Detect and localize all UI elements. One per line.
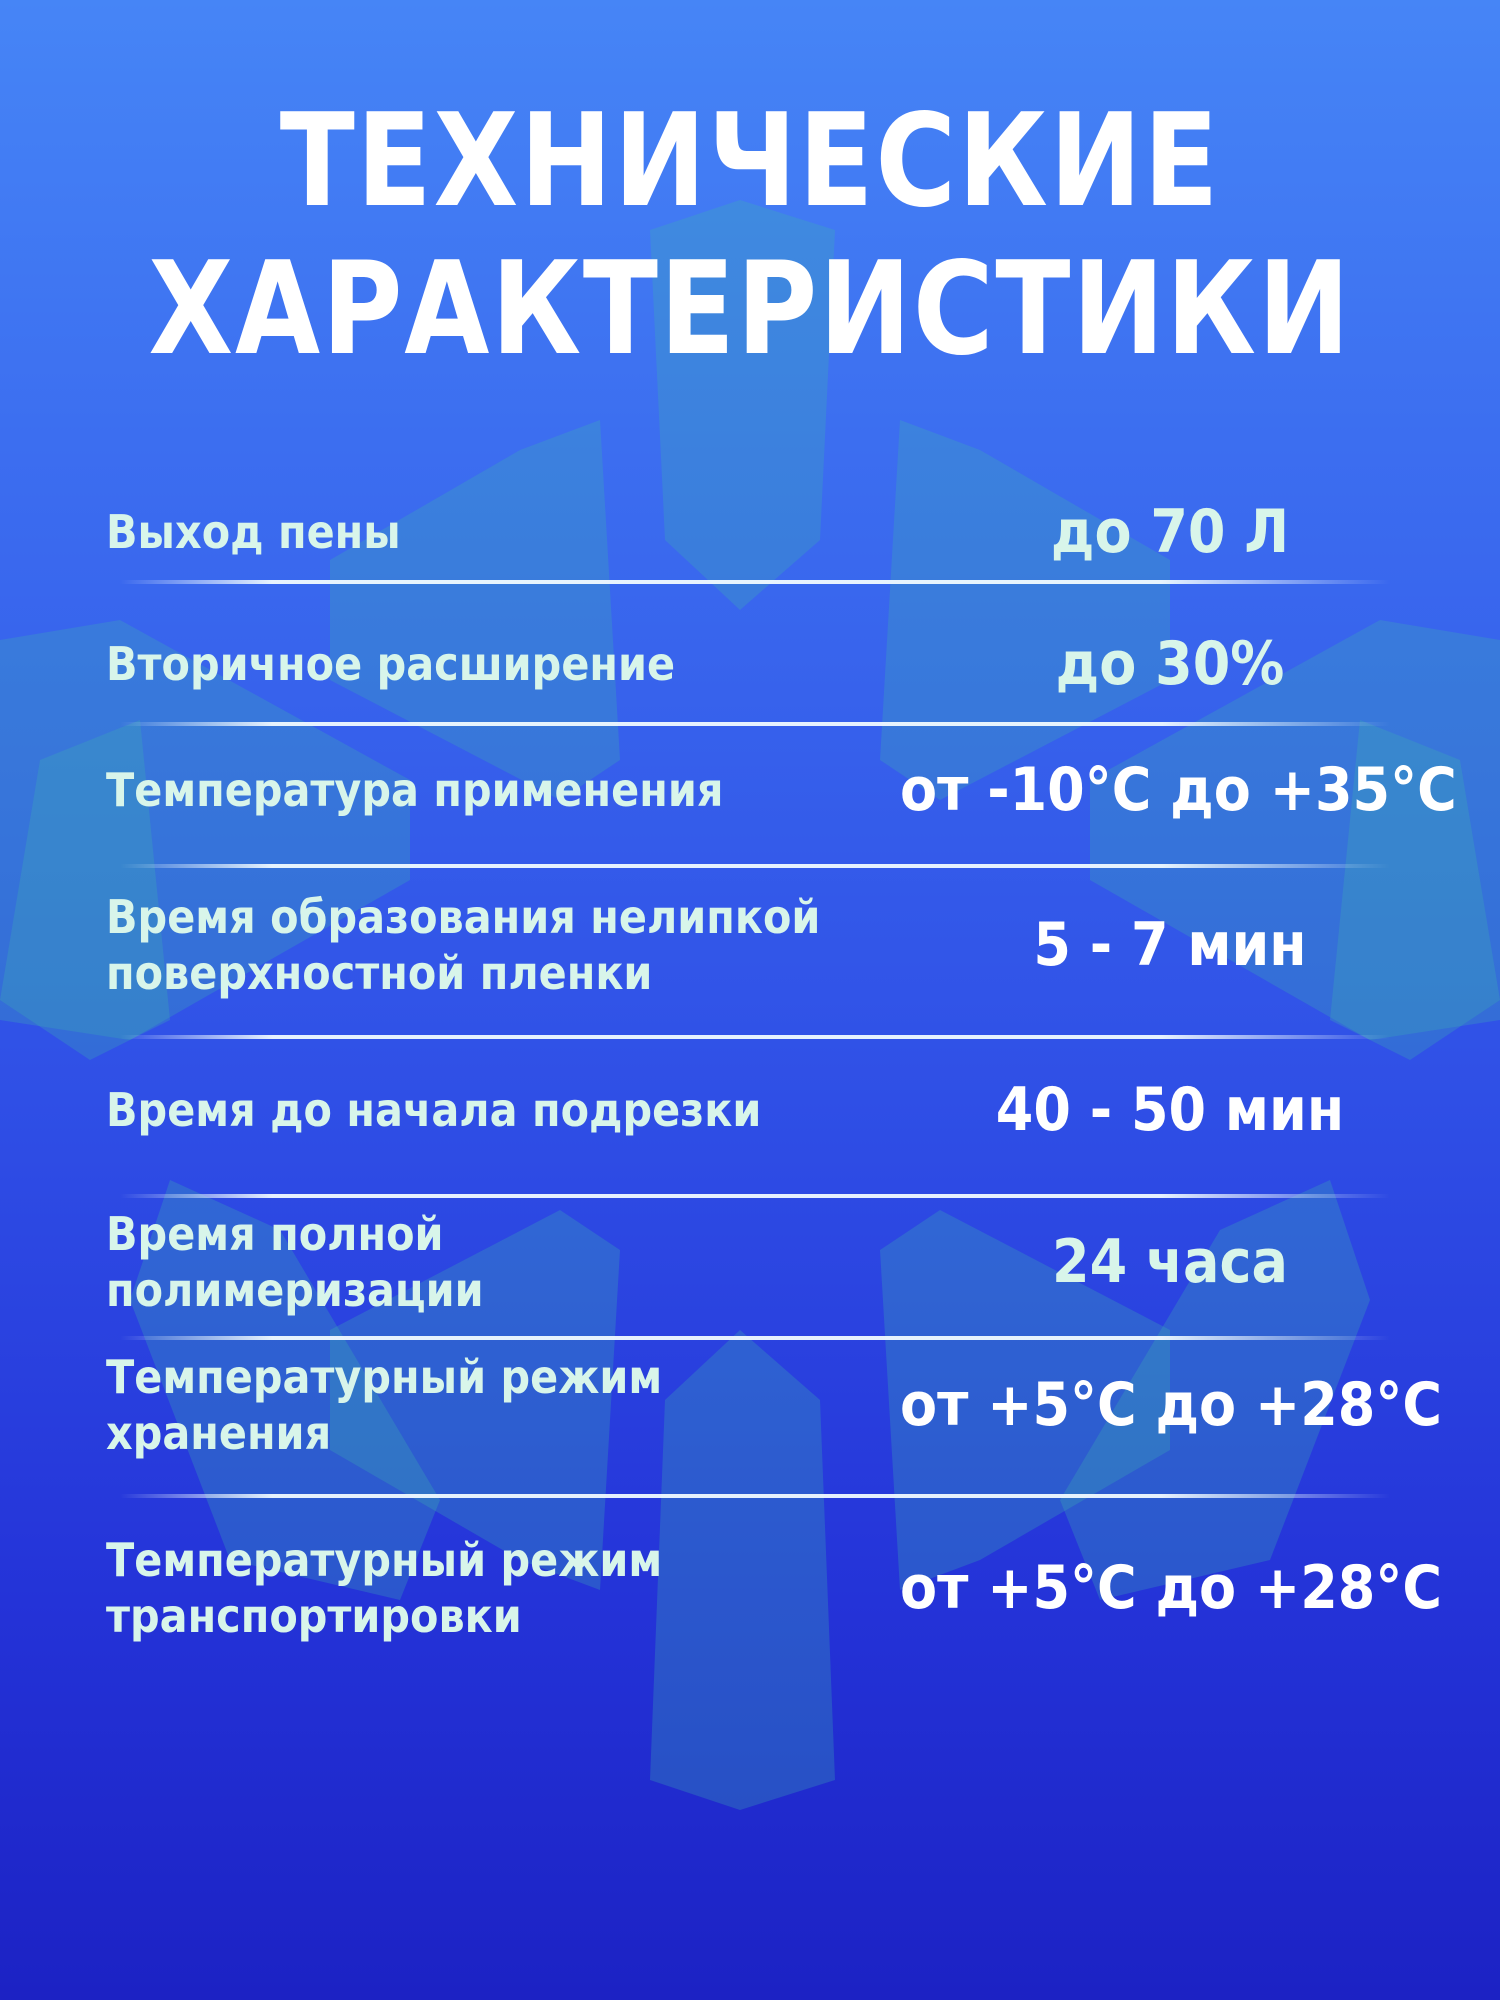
row-divider xyxy=(120,580,1390,584)
spec-value: от +5°С до +28°С xyxy=(900,1553,1442,1623)
row-divider xyxy=(120,1194,1390,1198)
spec-row-secondary-expansion xyxy=(0,614,1500,714)
spec-row-skin-formation-time xyxy=(0,890,1500,1000)
spec-value: до 70 Л xyxy=(1050,497,1290,567)
page-title-line-2: ХАРАКТЕРИСТИКИ xyxy=(148,235,1352,384)
page-title xyxy=(105,88,1395,384)
spec-label: Время образования нелипкой поверхностной пленки xyxy=(106,890,821,1000)
spec-label: Температурный режим хранения xyxy=(106,1350,663,1460)
row-divider xyxy=(120,1336,1390,1340)
spec-row-cutting-time xyxy=(0,1060,1500,1160)
spec-value: от -10°С до +35°С xyxy=(900,755,1457,825)
row-divider xyxy=(120,864,1390,868)
spec-row-full-cure-time xyxy=(0,1207,1500,1317)
page-title-line-1: ТЕХНИЧЕСКИЕ xyxy=(279,87,1221,236)
row-divider xyxy=(120,722,1390,726)
spec-label: Время полной полимеризации xyxy=(106,1207,484,1317)
spec-label: Выход пены xyxy=(106,505,401,559)
spec-row-foam-output xyxy=(0,482,1500,582)
spec-row-application-temperature xyxy=(0,740,1500,840)
spec-value: от +5°С до +28°С xyxy=(900,1370,1442,1440)
spec-value: 5 - 7 мин xyxy=(1033,910,1307,980)
spec-label: Вторичное расширение xyxy=(106,637,676,691)
spec-label: Температурный режим транспортировки xyxy=(106,1533,663,1643)
row-divider xyxy=(120,1494,1390,1498)
spec-row-transport-temperature xyxy=(0,1533,1500,1643)
spec-row-storage-temperature xyxy=(0,1350,1500,1460)
spec-label: Температура применения xyxy=(106,763,724,817)
spec-value: 24 часа xyxy=(1052,1227,1288,1297)
spec-value: 40 - 50 мин xyxy=(995,1075,1345,1145)
spec-label: Время до начала подрезки xyxy=(106,1083,762,1137)
row-divider xyxy=(120,1035,1390,1039)
spec-value: до 30% xyxy=(1055,629,1285,699)
